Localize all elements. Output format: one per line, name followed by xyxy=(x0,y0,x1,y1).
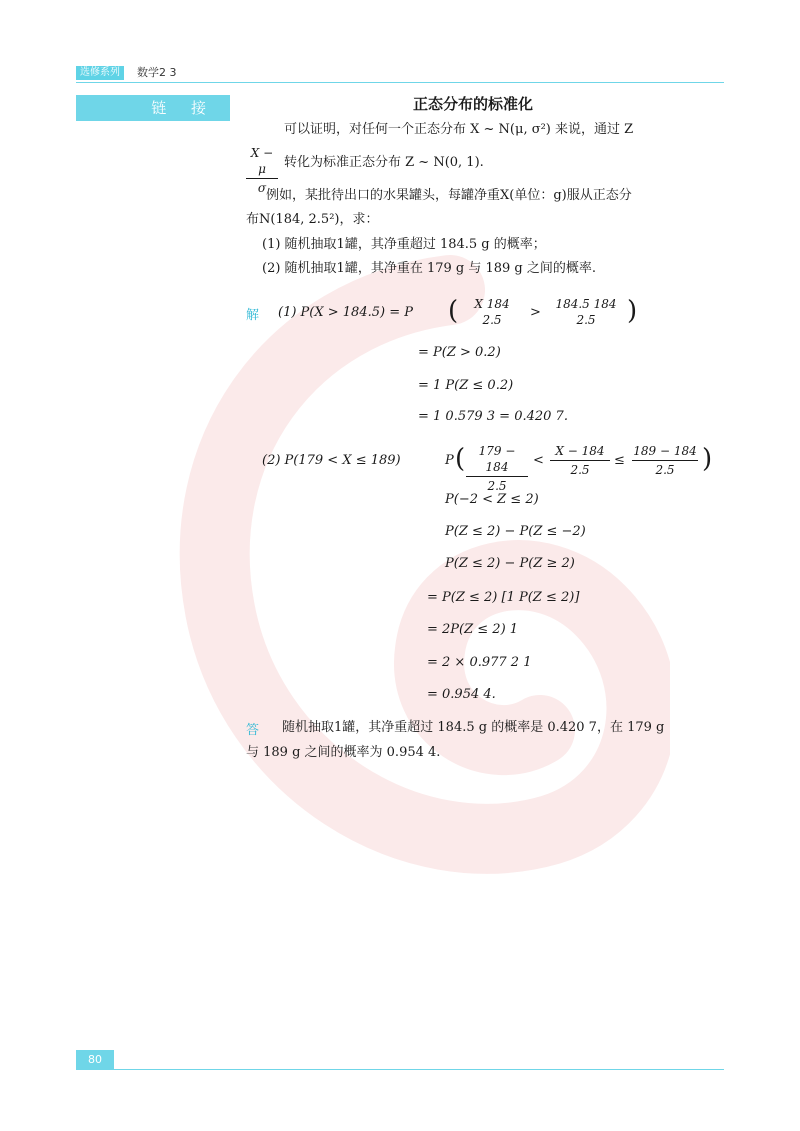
watermark-swirl xyxy=(150,250,670,950)
sol2-lparen: ( xyxy=(455,444,466,474)
fraction-denominator: 2.5 xyxy=(570,463,590,477)
question-1: (1) 随机抽取1罐，其净重超过 184.5 g 的概率； xyxy=(262,237,546,252)
sol1-line-4: = 1 0.579 3 = 0.420 7. xyxy=(418,409,568,424)
series-badge: 选修系列 xyxy=(76,66,124,80)
sol2-lhs: (2) P(179 < X ≤ 189) xyxy=(262,453,401,468)
sol2-p: P xyxy=(445,453,454,468)
sol1-line-2: = P(Z > 0.2) xyxy=(418,345,501,360)
sol2-rparen: ) xyxy=(702,444,713,474)
page-number-box xyxy=(76,1050,114,1070)
sol2-line-3: P(Z ≤ 2) − P(Z ≤ −2) xyxy=(445,524,586,539)
fraction-bar xyxy=(550,460,610,461)
fraction-denominator: 2.5 xyxy=(482,313,502,327)
intro-line-1: 可以证明，对任何一个正态分布 X ~ N(μ, σ²) 来说，通过 Z xyxy=(284,122,634,137)
page-title: 正态分布的标准化 xyxy=(413,95,534,113)
sol1-lparen: ( xyxy=(448,296,459,326)
example-line-1: 例如，某批待出口的水果罐头，每罐净重X(单位：g)服从正态分 xyxy=(266,188,632,203)
book-title: 数学2 3 xyxy=(137,66,177,79)
intro-line-2: 转化为标准正态分布 Z ~ N(0, 1). xyxy=(284,155,484,170)
sol2-fraction-3 xyxy=(632,443,698,478)
footer-rule xyxy=(76,1069,724,1070)
answer-label: 答 xyxy=(246,723,260,738)
fraction-numerator: 184.5 184 xyxy=(555,297,617,311)
sol2-lt: < xyxy=(533,453,544,468)
sol2-le: ≤ xyxy=(614,453,625,468)
fraction-denominator: 2.5 xyxy=(576,313,596,327)
sol2-line-5: = P(Z ≤ 2) [1 P(Z ≤ 2)] xyxy=(427,590,580,605)
section-tab xyxy=(76,95,230,121)
sol1-fraction-2 xyxy=(545,296,627,328)
fraction-numerator: X 184 xyxy=(474,297,510,311)
sol1-rparen: ) xyxy=(627,296,638,326)
page-number: 80 xyxy=(88,1053,102,1066)
fraction-numerator: 179 − 184 xyxy=(478,444,516,474)
question-2: (2) 随机抽取1罐，其净重在 179 g 与 189 g 之间的概率. xyxy=(262,261,597,276)
fraction-denominator: 2.5 xyxy=(655,463,675,477)
sol1-gt: > xyxy=(530,305,541,320)
sol1-fraction-1 xyxy=(458,296,526,328)
fraction-bar xyxy=(466,476,528,477)
sol1-lhs: (1) P(X > 184.5) = P xyxy=(278,305,413,320)
fraction-denominator: σ xyxy=(257,181,267,195)
solution-label: 解 xyxy=(246,308,260,323)
fraction-denominator: 2.5 xyxy=(487,479,507,493)
fraction-bar xyxy=(246,178,278,179)
answer-line-2: 与 189 g 之间的概率为 0.954 4. xyxy=(246,745,441,760)
fraction-numerator: X − μ xyxy=(250,146,274,176)
sol2-line-7: = 2 × 0.977 2 1 xyxy=(427,655,532,670)
sol2-fraction-1 xyxy=(466,443,528,494)
sol2-line-4: P(Z ≤ 2) − P(Z ≥ 2) xyxy=(445,556,575,571)
sol2-line-6: = 2P(Z ≤ 2) 1 xyxy=(427,622,519,637)
sol2-line-2: P(−2 < Z ≤ 2) xyxy=(445,492,539,507)
answer-line-1: 随机抽取1罐，其净重超过 184.5 g 的概率是 0.420 7，在 179 g xyxy=(282,720,665,735)
section-label: 链 接 xyxy=(151,99,216,117)
fraction-numerator: X − 184 xyxy=(555,444,605,458)
header-rule xyxy=(76,82,724,83)
example-line-2: 布N(184, 2.5²)，求： xyxy=(246,212,379,227)
fraction-numerator: 189 − 184 xyxy=(633,444,697,458)
sol2-line-8: = 0.954 4. xyxy=(427,687,496,702)
sol1-line-3: = 1 P(Z ≤ 0.2) xyxy=(418,378,514,393)
fraction-bar xyxy=(632,460,698,461)
sol2-fraction-2 xyxy=(550,443,610,478)
